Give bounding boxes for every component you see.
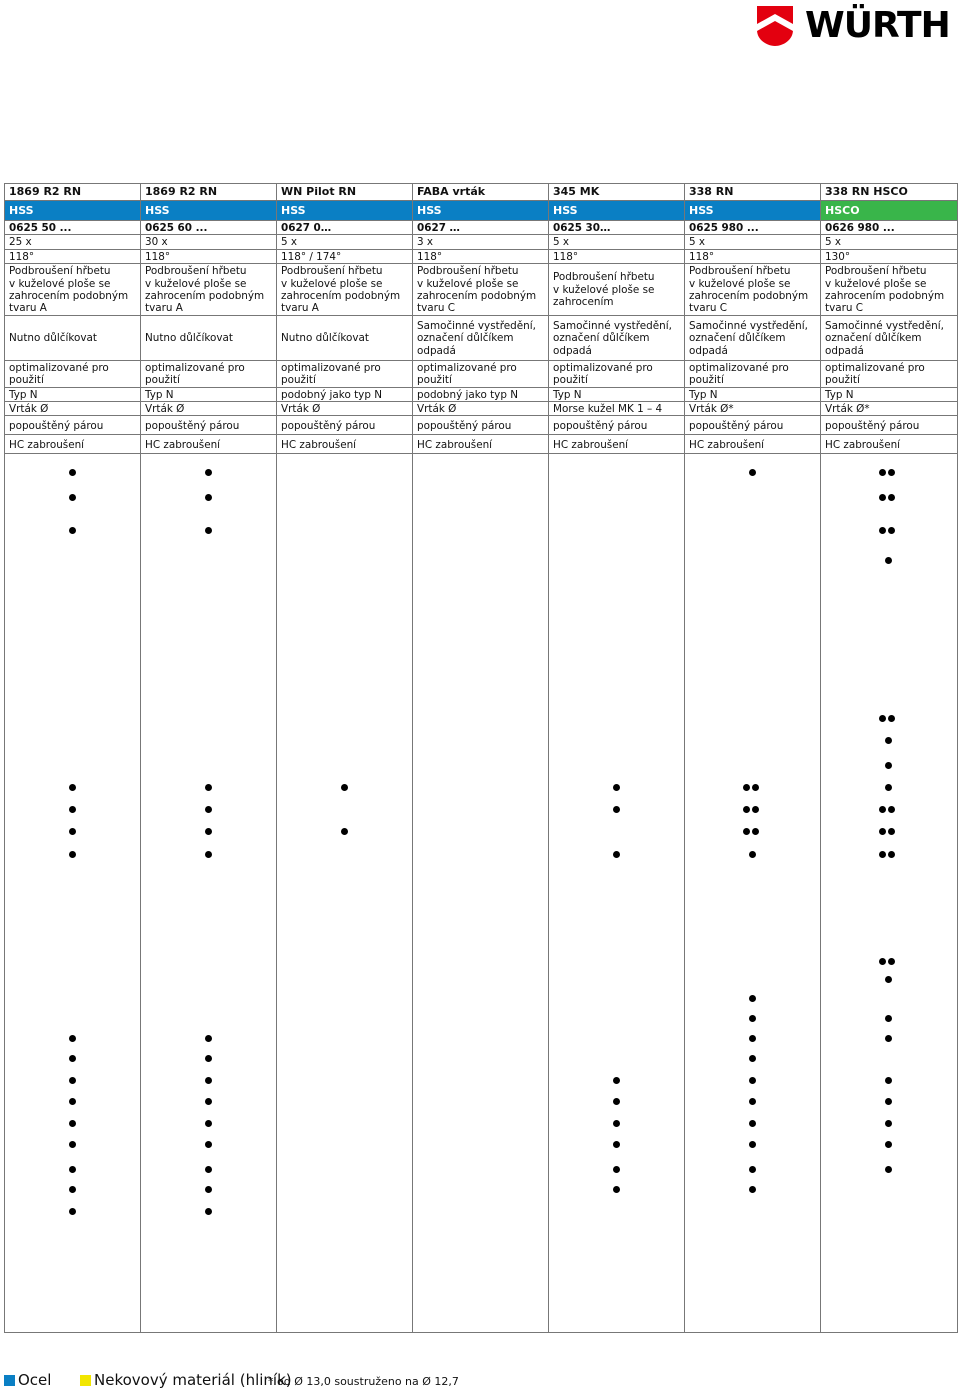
rating-dot-icon	[205, 1035, 212, 1042]
article-number-cell: 0625 50 ...	[5, 221, 141, 235]
row-point-angle	[5, 249, 958, 263]
row-article-number	[5, 221, 958, 235]
legend-steel	[4, 1370, 51, 1390]
rating-dot-icon	[613, 1186, 620, 1193]
centering-note-cell: Samočinné vystředění, označení důlčíkem odpadá	[549, 315, 685, 360]
grind-description-cell: Podbroušení hřbetu v kuželové ploše se zahrocením podobným tvaru A	[141, 264, 277, 316]
rating-dot-icon	[879, 715, 886, 722]
rating-dot-icon	[879, 494, 886, 501]
rating-dot-icon	[752, 784, 759, 791]
rating-dot-icon	[69, 1055, 76, 1062]
rating-dot-icon	[885, 976, 892, 983]
steam-treatment-cell: popouštěný párou	[685, 416, 821, 435]
usage-note-cell: optimalizované pro použití	[141, 360, 277, 387]
drill-type-cell: Typ N	[141, 387, 277, 401]
drill-type-cell: Typ N	[549, 387, 685, 401]
material-badge-cell: HSS	[141, 201, 277, 221]
legend-steel-label: Ocel	[18, 1371, 52, 1389]
article-number-cell: 0627 0…	[277, 221, 413, 235]
material-badge-cell: HSS	[549, 201, 685, 221]
rating-dot-icon	[749, 851, 756, 858]
article-number-cell: 0627 …	[413, 221, 549, 235]
rating-dot-icon	[69, 784, 76, 791]
legend-nonferrous-swatch	[80, 1375, 91, 1386]
point-angle-cell: 130°	[821, 249, 958, 263]
ratings-cell	[5, 454, 141, 1333]
rating-dot-icon	[879, 851, 886, 858]
legend-nonferrous-label: Nekovový materiál (hliník)	[94, 1371, 292, 1389]
rating-dot-icon	[749, 1166, 756, 1173]
point-angle-cell: 118° / 174°	[277, 249, 413, 263]
rating-dot-icon	[879, 806, 886, 813]
rating-dot-icon	[341, 828, 348, 835]
drill-length-cell: 5 x	[821, 235, 958, 249]
drill-name-cell: WN Pilot RN	[277, 184, 413, 201]
wurth-logo	[755, 4, 955, 48]
usage-note-cell: optimalizované pro použití	[5, 360, 141, 387]
rating-dot-icon	[885, 762, 892, 769]
steam-treatment-cell: popouštěný párou	[277, 416, 413, 435]
rating-dot-icon	[885, 1098, 892, 1105]
rating-dot-icon	[749, 1077, 756, 1084]
rating-dot-icon	[749, 1098, 756, 1105]
material-badge-cell: HSS	[685, 201, 821, 221]
rating-dot-icon	[749, 1035, 756, 1042]
drill-type-cell: Typ N	[685, 387, 821, 401]
centering-note-cell: Nutno důlčíkovat	[277, 315, 413, 360]
rating-dot-icon	[613, 1141, 620, 1148]
row-usage-note	[5, 360, 958, 387]
point-angle-cell: 118°	[5, 249, 141, 263]
drill-length-cell: 5 x	[277, 235, 413, 249]
ratings-cell	[549, 454, 685, 1333]
point-angle-cell: 118°	[549, 249, 685, 263]
legend-nonferrous	[80, 1370, 292, 1390]
rating-dot-icon	[743, 806, 750, 813]
rating-dot-icon	[885, 1077, 892, 1084]
rating-dot-icon	[749, 1141, 756, 1148]
row-grind-description	[5, 264, 958, 316]
rating-dot-icon	[752, 828, 759, 835]
grind-description-cell: Podbroušení hřbetu v kuželové ploše se zahrocením podobným tvaru C	[685, 264, 821, 316]
rating-dot-icon	[205, 1141, 212, 1148]
rating-dot-icon	[205, 1077, 212, 1084]
drill-comparison-table	[4, 183, 958, 1333]
rating-dot-icon	[613, 851, 620, 858]
hc-grinding-cell: HC zabroušení	[277, 435, 413, 454]
steam-treatment-cell: popouštěný párou	[413, 416, 549, 435]
steam-treatment-cell: popouštěný párou	[549, 416, 685, 435]
rating-dot-icon	[879, 958, 886, 965]
row-steam-treatment	[5, 416, 958, 435]
rating-dot-icon	[205, 851, 212, 858]
rating-dot-icon	[885, 1141, 892, 1148]
drill-length-cell: 3 x	[413, 235, 549, 249]
rating-dot-icon	[69, 1208, 76, 1215]
material-badge-cell: HSS	[5, 201, 141, 221]
steam-treatment-cell: popouštěný párou	[141, 416, 277, 435]
shank-type-cell: Vrták Ø	[277, 402, 413, 416]
rating-dot-icon	[205, 1098, 212, 1105]
drill-name-cell: 338 RN	[685, 184, 821, 201]
material-badge-cell: HSS	[277, 201, 413, 221]
rating-dot-icon	[341, 784, 348, 791]
rating-dot-icon	[885, 1166, 892, 1173]
rating-dot-icon	[888, 527, 895, 534]
point-angle-cell: 118°	[685, 249, 821, 263]
rating-dot-icon	[888, 715, 895, 722]
rating-dot-icon	[749, 1055, 756, 1062]
drill-length-cell: 30 x	[141, 235, 277, 249]
usage-note-cell: optimalizované pro použití	[685, 360, 821, 387]
article-number-cell: 0625 980 ...	[685, 221, 821, 235]
rating-dot-icon	[69, 851, 76, 858]
rating-dot-icon	[205, 469, 212, 476]
steam-treatment-cell: popouštěný párou	[5, 416, 141, 435]
row-drill-type	[5, 387, 958, 401]
rating-dot-icon	[69, 1035, 76, 1042]
rating-dot-icon	[69, 1166, 76, 1173]
point-angle-cell: 118°	[141, 249, 277, 263]
rating-dot-icon	[879, 527, 886, 534]
ratings-cell	[277, 454, 413, 1333]
hc-grinding-cell: HC zabroušení	[821, 435, 958, 454]
row-material-ratings	[5, 454, 958, 1333]
rating-dot-icon	[743, 784, 750, 791]
rating-dot-icon	[205, 494, 212, 501]
rating-dot-icon	[885, 784, 892, 791]
rating-dot-icon	[879, 828, 886, 835]
drill-name-cell: 345 MK	[549, 184, 685, 201]
legend-footnote: * od Ø 13,0 soustruženo na Ø 12,7	[268, 1375, 459, 1388]
rating-dot-icon	[69, 1077, 76, 1084]
rating-dot-icon	[885, 737, 892, 744]
drill-name-cell: 338 RN HSCO	[821, 184, 958, 201]
row-shank-type	[5, 402, 958, 416]
rating-dot-icon	[69, 1186, 76, 1193]
rating-dot-icon	[205, 1208, 212, 1215]
centering-note-cell: Samočinné vystředění, označení důlčíkem odpadá	[413, 315, 549, 360]
rating-dot-icon	[888, 469, 895, 476]
rating-dot-icon	[613, 806, 620, 813]
hc-grinding-cell: HC zabroušení	[685, 435, 821, 454]
row-drill-length	[5, 235, 958, 249]
rating-dot-icon	[69, 1141, 76, 1148]
rating-dot-icon	[205, 806, 212, 813]
rating-dot-icon	[69, 1120, 76, 1127]
rating-dot-icon	[613, 1077, 620, 1084]
row-hc-grinding	[5, 435, 958, 454]
centering-note-cell: Samočinné vystředění, označení důlčíkem odpadá	[685, 315, 821, 360]
rating-dot-icon	[879, 469, 886, 476]
row-material-badge	[5, 201, 958, 221]
hc-grinding-cell: HC zabroušení	[413, 435, 549, 454]
article-number-cell: 0625 60 ...	[141, 221, 277, 235]
rating-dot-icon	[205, 527, 212, 534]
rating-dot-icon	[749, 1120, 756, 1127]
hc-grinding-cell: HC zabroušení	[549, 435, 685, 454]
shank-type-cell: Vrták Ø*	[821, 402, 958, 416]
rating-dot-icon	[205, 1166, 212, 1173]
centering-note-cell: Nutno důlčíkovat	[141, 315, 277, 360]
usage-note-cell: optimalizované pro použití	[413, 360, 549, 387]
rating-dot-icon	[205, 1186, 212, 1193]
rating-dot-icon	[69, 469, 76, 476]
hc-grinding-cell: HC zabroušení	[141, 435, 277, 454]
article-number-cell: 0625 30…	[549, 221, 685, 235]
centering-note-cell: Nutno důlčíkovat	[5, 315, 141, 360]
drill-name-cell: FABA vrták	[413, 184, 549, 201]
rating-dot-icon	[613, 1166, 620, 1173]
drill-name-cell: 1869 R2 RN	[141, 184, 277, 201]
usage-note-cell: optimalizované pro použití	[549, 360, 685, 387]
material-badge-cell: HSCO	[821, 201, 958, 221]
rating-dot-icon	[888, 828, 895, 835]
material-badge-cell: HSS	[413, 201, 549, 221]
row-drill-name	[5, 184, 958, 201]
ratings-cell	[821, 454, 958, 1333]
usage-note-cell: optimalizované pro použití	[821, 360, 958, 387]
rating-dot-icon	[749, 1015, 756, 1022]
drill-type-cell: Typ N	[5, 387, 141, 401]
shank-type-cell: Vrták Ø*	[685, 402, 821, 416]
rating-dot-icon	[69, 806, 76, 813]
shank-type-cell: Morse kužel MK 1 – 4	[549, 402, 685, 416]
shank-type-cell: Vrták Ø	[5, 402, 141, 416]
rating-dot-icon	[885, 1015, 892, 1022]
rating-dot-icon	[69, 527, 76, 534]
usage-note-cell: optimalizované pro použití	[277, 360, 413, 387]
rating-dot-icon	[613, 1120, 620, 1127]
rating-dot-icon	[749, 469, 756, 476]
shank-type-cell: Vrták Ø	[141, 402, 277, 416]
row-centering-note	[5, 315, 958, 360]
hc-grinding-cell: HC zabroušení	[5, 435, 141, 454]
rating-dot-icon	[69, 828, 76, 835]
rating-dot-icon	[885, 1035, 892, 1042]
point-angle-cell: 118°	[413, 249, 549, 263]
rating-dot-icon	[888, 958, 895, 965]
ratings-cell	[141, 454, 277, 1333]
grind-description-cell: Podbroušení hřbetu v kuželové ploše se zahrocením podobným tvaru A	[5, 264, 141, 316]
drill-length-cell: 5 x	[685, 235, 821, 249]
grind-description-cell: Podbroušení hřbetu v kuželové ploše se zahrocením	[549, 264, 685, 316]
rating-dot-icon	[888, 851, 895, 858]
grind-description-cell: Podbroušení hřbetu v kuželové ploše se zahrocením podobným tvaru C	[821, 264, 958, 316]
rating-dot-icon	[205, 1120, 212, 1127]
rating-dot-icon	[749, 1186, 756, 1193]
rating-dot-icon	[69, 494, 76, 501]
grind-description-cell: Podbroušení hřbetu v kuželové ploše se zahrocením podobným tvaru C	[413, 264, 549, 316]
rating-dot-icon	[888, 806, 895, 813]
legend-steel-swatch	[4, 1375, 15, 1386]
rating-dot-icon	[743, 828, 750, 835]
rating-dot-icon	[885, 557, 892, 564]
drill-type-cell: podobný jako typ N	[277, 387, 413, 401]
drill-type-cell: Typ N	[821, 387, 958, 401]
drill-length-cell: 5 x	[549, 235, 685, 249]
centering-note-cell: Samočinné vystředění, označení důlčíkem odpadá	[821, 315, 958, 360]
ratings-cell	[413, 454, 549, 1333]
drill-name-cell: 1869 R2 RN	[5, 184, 141, 201]
wurth-logo-mark-icon	[755, 4, 795, 48]
rating-dot-icon	[69, 1098, 76, 1105]
rating-dot-icon	[885, 1120, 892, 1127]
rating-dot-icon	[888, 494, 895, 501]
rating-dot-icon	[205, 784, 212, 791]
rating-dot-icon	[752, 806, 759, 813]
rating-dot-icon	[749, 995, 756, 1002]
rating-dot-icon	[205, 1055, 212, 1062]
rating-dot-icon	[205, 828, 212, 835]
grind-description-cell: Podbroušení hřbetu v kuželové ploše se zahrocením podobným tvaru A	[277, 264, 413, 316]
article-number-cell: 0626 980 ...	[821, 221, 958, 235]
ratings-cell	[685, 454, 821, 1333]
rating-dot-icon	[613, 784, 620, 791]
drill-length-cell: 25 x	[5, 235, 141, 249]
wurth-logo-text: WÜRTH	[805, 5, 950, 46]
steam-treatment-cell: popouštěný párou	[821, 416, 958, 435]
drill-type-cell: podobný jako typ N	[413, 387, 549, 401]
shank-type-cell: Vrták Ø	[413, 402, 549, 416]
rating-dot-icon	[613, 1098, 620, 1105]
